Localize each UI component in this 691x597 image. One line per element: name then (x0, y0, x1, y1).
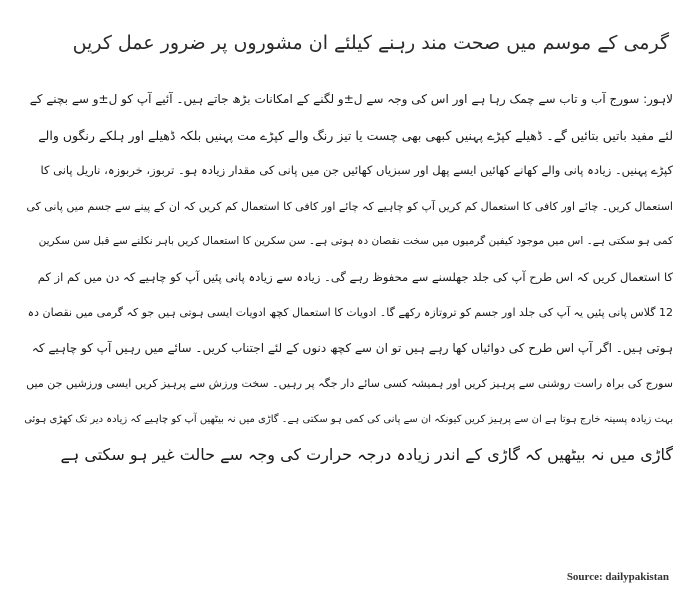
article-line: کمی ہو سکتی ہے۔ اس میں موجود کیفین گرمیوں میں سخت نقصان دہ ہوتی ہے۔ سن سکرین کا استعمال کریں باہر نکلنے سے قبل سن سکرین (38, 235, 673, 247)
article-line: 12 گلاس پانی پئیں یہ آپ کی جلد اور جسم کو تروتازہ رکھے گا۔ ادویات کا استعمال کچھ ادویات ایسی ہوتی ہیں جو کہ گرمی میں نقصان دہ (27, 306, 673, 319)
article-body (18, 82, 673, 473)
article-line: کپڑے پہنیں۔ زیادہ پانی والے کھانے کھائیں ایسے پھل اور سبزیاں کھائیں جن میں پانی کی مقدار زیادہ ہو۔ تربوز، خربوزہ، ناریل پانی کا (40, 163, 673, 177)
article-line: بہت زیادہ پسینہ خارج ہوتا ہے ان سے پرہیز کریں کیونکہ ان سے پانی کی کمی ہو سکتی ہے۔ گاڑی میں نہ بیٹھیں آپ کو چاہیے کہ زیادہ دیر تک کھڑی ہوئی (24, 413, 673, 425)
article-line: لئے مفید باتیں بتائیں گے۔ ڈھیلے کپڑے پہنیں کبھی بھی چست یا تیز رنگ والے کپڑے مت پہنیں بلکہ ڈھیلے اور ہلکے رنگوں والے (38, 127, 673, 143)
article-line: گاڑی میں نہ بیٹھیں کہ گاڑی کے اندر زیادہ درجہ حرارت کی وجہ سے حالت غیر ہو سکتی ہے (60, 445, 673, 464)
article-line: کا استعمال کریں کہ اس طرح آپ کی جلد جھلسنے سے محفوظ رہے گی۔ زیادہ سے زیادہ پانی پئیں آپ کو چاہیے کہ دن میں کم از کم (37, 269, 673, 284)
source-credit: Source: dailypakistan (566, 571, 669, 583)
article-line: ہوتی ہیں۔ اگر آپ اس طرح کی دوائیاں کھا رہے ہیں تو ان سے کچھ دنوں کے لئے اجتناب کریں۔ سائے میں رہیں آپ کو چاہیے کہ (31, 340, 673, 355)
article-line: استعمال کریں۔ چائے اور کافی کا استعمال کم کریں آپ کو چاہیے کہ چائے اور کافی کا استعمال کم کریں کہ ان کے پینے سے جسم میں پانی کی (26, 199, 673, 213)
article-line: سورج کی براہ راست روشنی سے پرہیز کریں اور ہمیشہ کسی سائے دار جگہ پر رہیں۔ سخت ورزش سے پرہیز کریں ایسی ورزشیں جن میں (26, 377, 673, 390)
article-headline: گرمی کے موسم میں صحت مند رہنے کیلئے ان مشوروں پر ضرور عمل کریں (72, 32, 669, 54)
article-line: لاہور: سورج آب و تاب سے چمک رہا ہے اور اس کی وجہ سے ل±و لگنے کے امکانات بڑھ جاتے ہیں۔ آئیے آپ کو ل±و سے بچنے کے (29, 92, 673, 106)
